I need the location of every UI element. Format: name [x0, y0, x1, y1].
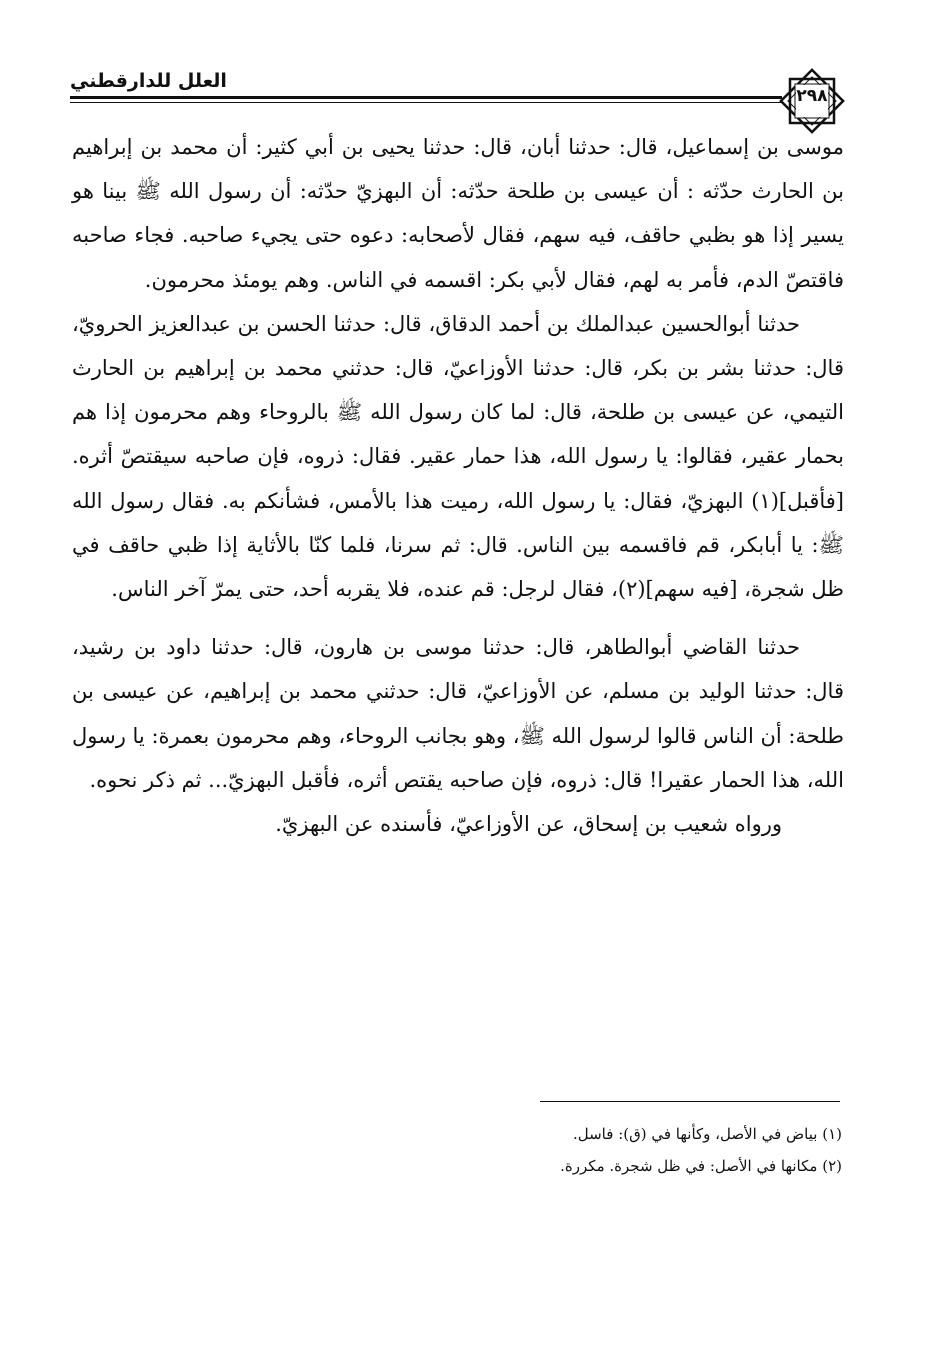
- footnote: (٢) مكانها في الأصل: في ظل شجرة. مكررة.: [560, 1157, 842, 1175]
- footnotes: [470, 1118, 842, 1182]
- page-number: ٢٩٨: [796, 86, 828, 106]
- paragraph: حدثنا أبوالحسين عبدالملك بن أحمد الدقاق، قال: حدثنا الحسن بن عبدالعزيز الحرويّ، قال: حدثنا بشر بن بكر، قال: حدثنا الأوزاعيّ، قال: حدثني محمد بن إبراهيم بن الحارث التيمي، عن عيسى بن طلحة، قال: لما كان رسول الله ﷺ بالروحاء وهم محرمون إذا هم بحمار عقير، فقالوا: يا رسول الله، هذا حمار عقير. فقال: ذروه، فإن صاحبه سيقتصّ أثره. [فأقبل](١) البهزيّ، فقال: يا رسول الله، رميت هذا بالأمس، فشأنكم به. فقال رسول الله ﷺ: يا أبابكر، قم فاقسمه بين الناس. قال: ثم سرنا، فلما كنّا بالأثاية إذا ظبي حاقف في ظل شجرة، [فيه سهم](٢)، فقال لرجل: قم عنده، فلا يقربه أحد، حتى يمرّ آخر الناس.: [72, 311, 844, 602]
- header-rule-thick: [70, 96, 782, 99]
- paragraph: حدثنا القاضي أبوالطاهر، قال: حدثنا موسى بن هارون، قال: حدثنا داود بن رشيد، قال: حدثنا الوليد بن مسلم، عن الأوزاعيّ، قال: حدثني محمد بن إبراهيم، عن عيسى بن طلحة: أن الناس قالوا لرسول الله ﷺ، وهو بجانب الروحاء، وهم محرمون بعمرة: يا رسول الله، هذا الحمار عقيرا! قال: ذروه، فإن صاحبه يقتص أثره، فأقبل البهزيّ... ثم ذكر نحوه.: [72, 635, 844, 792]
- main-text: [72, 125, 844, 846]
- paragraph: موسى بن إسماعيل، قال: حدثنا أبان، قال: حدثنا يحيى بن أبي كثير: أن محمد بن إبراهيم بن الحارث حدّثه : أن عيسى بن طلحة حدّثه: أن البهزيّ حدّثه: أن رسول الله ﷺ بينا هو يسير إذا هو بظبي حاقف، فيه سهم، فقال لأصحابه: دعوه حتى يجيء صاحبه. فجاء صاحبه فاقتصّ الدم، فأمر به لهم، فقال لأبي بكر: اقسمه في الناس. وهم يومئذ محرمون.: [72, 135, 844, 292]
- footnote: (١) بياض في الأصل، وكأنها في (ق): فاسل.: [572, 1125, 842, 1143]
- page-header: [70, 62, 845, 122]
- book-title: العلل للدارقطني: [70, 70, 227, 92]
- footnote-separator: [540, 1101, 840, 1102]
- header-rule-thin: [70, 102, 782, 103]
- paragraph: ورواه شعيب بن إسحاق، عن الأوزاعيّ، فأسنده عن البهزيّ.: [275, 812, 782, 837]
